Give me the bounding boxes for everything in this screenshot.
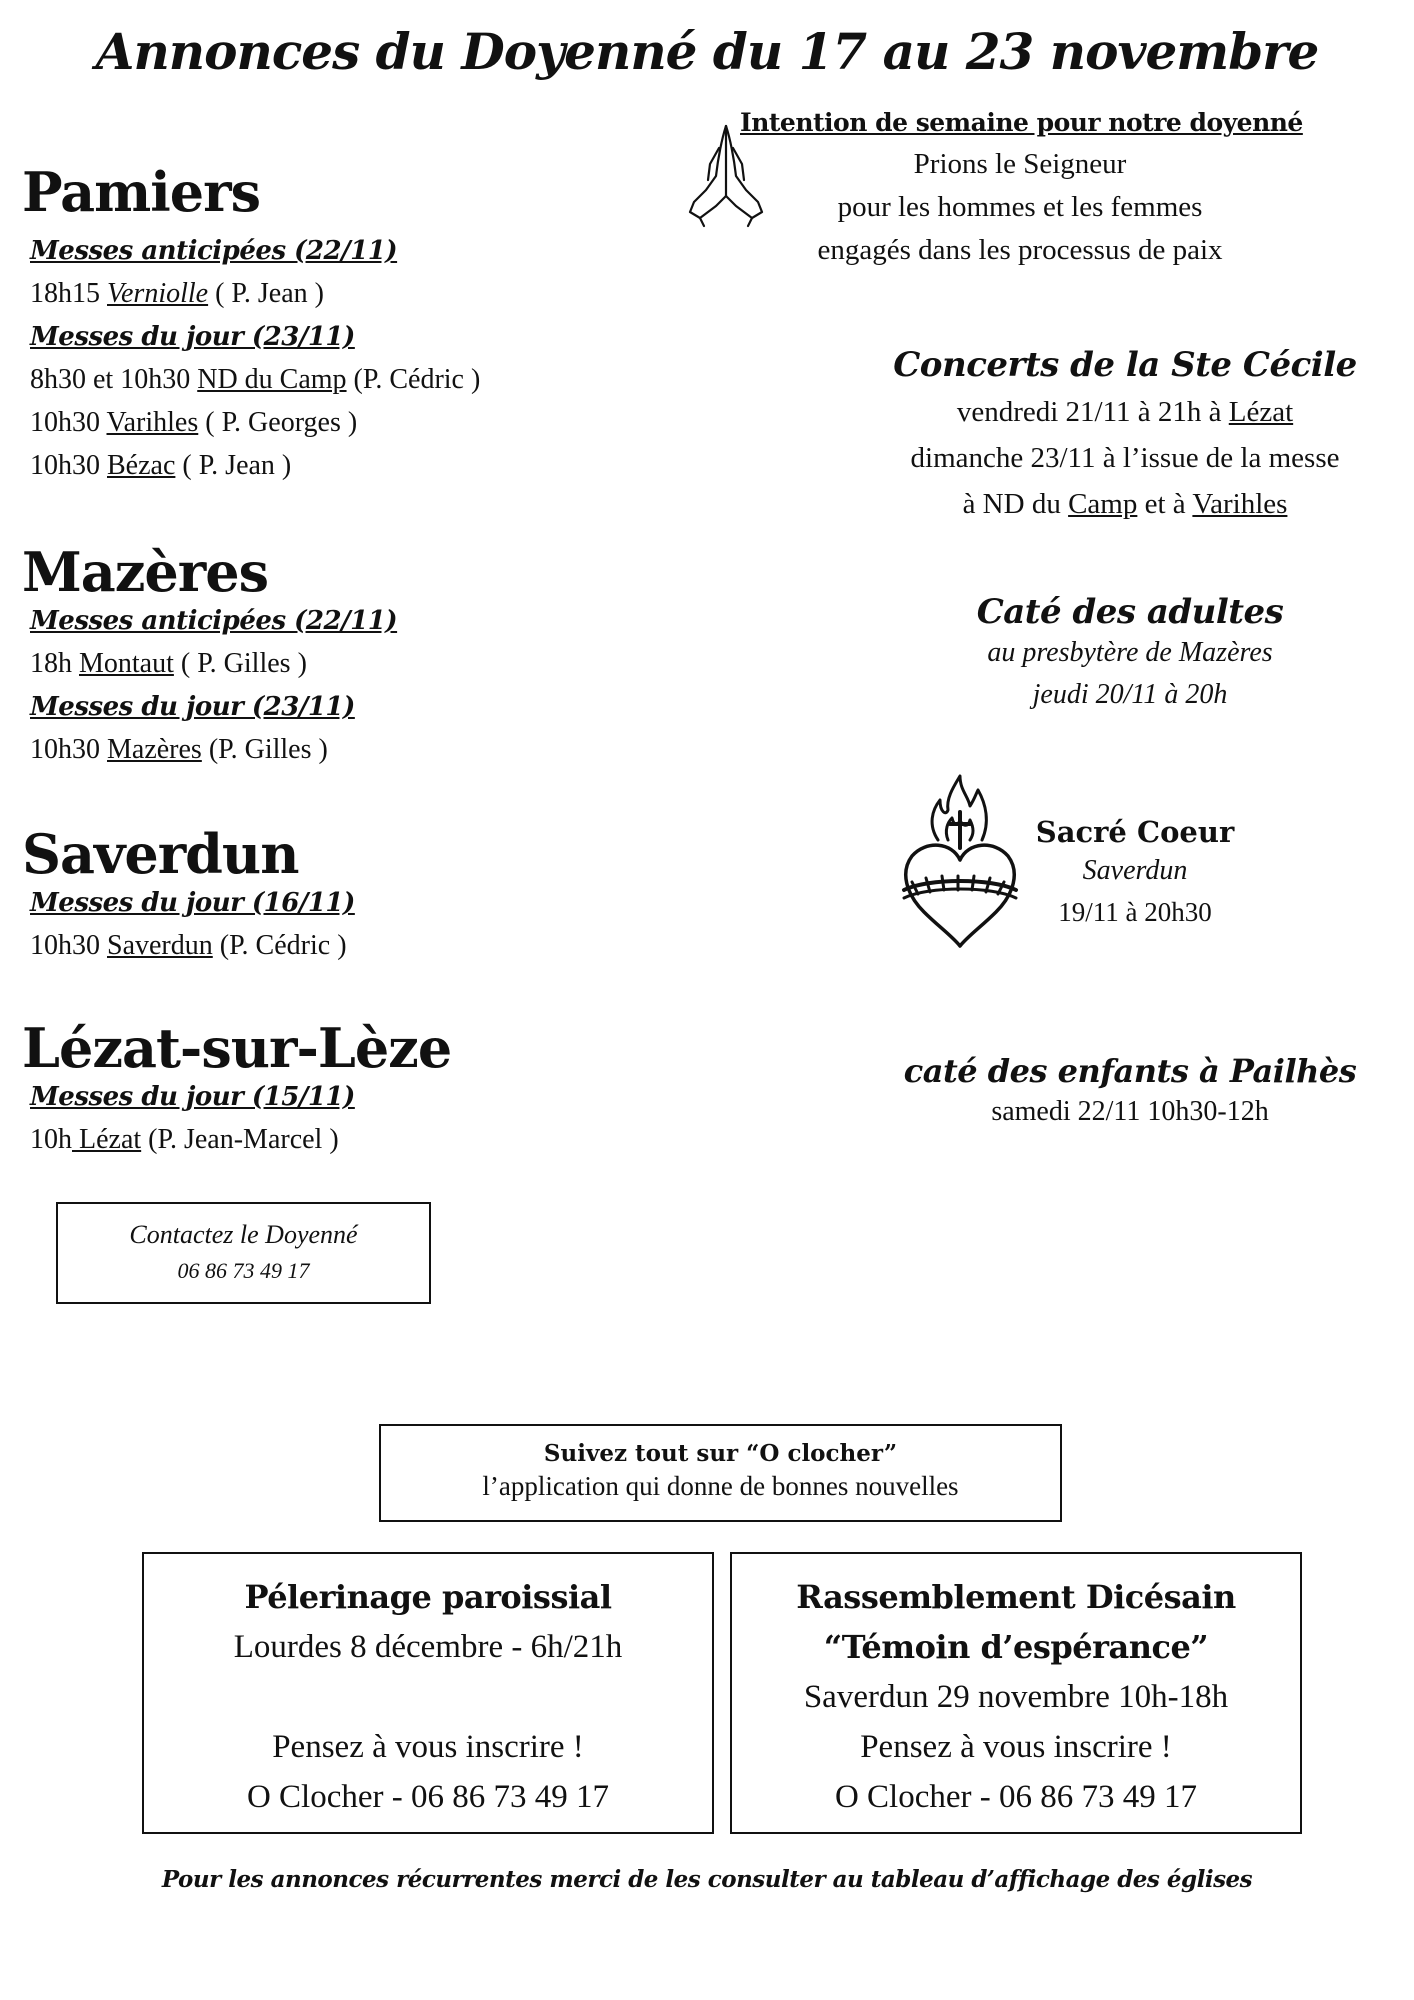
- mass-line: [30, 648, 307, 680]
- mass-line: [30, 278, 324, 310]
- mass-place: Bézac: [107, 450, 176, 481]
- mass-heading-anticipees: Messes anticipées (22/11): [30, 606, 398, 636]
- concerts-text: et à: [1137, 488, 1193, 520]
- mass-time: 8h30 et 10h30: [30, 364, 198, 395]
- rassemblement-line: Pensez à vous inscrire !: [860, 1729, 1172, 1765]
- mass-time: 18h: [30, 648, 79, 679]
- mass-place: ND du Camp: [197, 364, 347, 395]
- mass-priest: (P. Cédric ): [212, 930, 347, 961]
- mass-time: 10h30: [30, 930, 107, 961]
- mass-heading-jour: Messes du jour (15/11): [30, 1082, 355, 1112]
- contact-label: Contactez le Doyenné: [129, 1220, 358, 1249]
- concerts-line: dimanche 23/11 à l’issue de la messe: [910, 442, 1340, 474]
- rassemblement-box: [730, 1552, 1302, 1834]
- mass-priest: (P. Jean-Marcel ): [141, 1124, 339, 1155]
- parish-title-mazeres: Mazères: [22, 540, 268, 604]
- concerts-line: [835, 481, 1414, 527]
- cate-adultes-heading: Caté des adultes: [976, 592, 1284, 632]
- contact-phone[interactable]: 06 86 73 49 17: [177, 1258, 310, 1283]
- mass-line: [30, 1124, 339, 1156]
- mass-line: [30, 450, 291, 482]
- contact-box: [56, 1202, 431, 1304]
- concerts-line: [835, 389, 1414, 435]
- pelerinage-line: O Clocher - 06 86 73 49 17: [246, 1779, 610, 1815]
- concerts-text: à ND du: [962, 488, 1069, 520]
- rassemblement-subheading: “Témoin d’espérance”: [823, 1628, 1209, 1666]
- mass-line: [30, 734, 328, 766]
- mass-time: 18h15: [30, 278, 107, 309]
- mass-heading-jour: Messes du jour (23/11): [30, 322, 355, 352]
- mass-place: Verniolle: [107, 278, 209, 309]
- concerts-text: vendredi 21/11 à 21h à: [956, 396, 1229, 428]
- pelerinage-line: Lourdes 8 décembre - 6h/21h: [233, 1629, 623, 1665]
- rassemblement-heading: Rassemblement Dicésain: [796, 1578, 1236, 1616]
- mass-place: Mazères: [107, 734, 202, 765]
- sacre-coeur-block: [1035, 815, 1235, 931]
- mass-heading-anticipees: Messes anticipées (22/11): [30, 236, 398, 266]
- intention-line: pour les hommes et les femmes: [837, 191, 1203, 223]
- mass-priest: (P. Cédric ): [346, 364, 481, 395]
- intention-line: Prions le Seigneur: [913, 148, 1127, 180]
- footer-note: Pour les annonces récurrentes merci de les consulter au tableau d’affichage des églises: [161, 1866, 1253, 1893]
- parish-title-lezat: Lézat-sur-Lèze: [22, 1016, 452, 1080]
- mass-place: Varihles: [106, 407, 199, 438]
- mass-line: [30, 930, 347, 962]
- mass-priest: ( P. Georges ): [198, 407, 358, 438]
- sacre-coeur-heading: Sacré Coeur: [1035, 815, 1235, 849]
- concerts-heading: Concerts de la Ste Cécile: [893, 345, 1357, 385]
- mass-place: Lézat: [72, 1124, 142, 1155]
- rassemblement-line: Saverdun 29 novembre 10h-18h: [803, 1679, 1229, 1715]
- concerts-place: Varihles: [1192, 488, 1288, 520]
- sacred-heart-icon: [898, 770, 1023, 950]
- pelerinage-line: Pensez à vous inscrire !: [272, 1729, 584, 1765]
- mass-priest: ( P. Gilles ): [173, 648, 307, 679]
- concerts-place: Lézat: [1228, 396, 1294, 428]
- mass-time: 10h: [30, 1124, 72, 1155]
- mass-place: Saverdun: [107, 930, 213, 961]
- oclocher-sub: l’application qui donne de bonnes nouvelles: [482, 1471, 959, 1501]
- mass-heading-jour: Messes du jour (23/11): [30, 692, 355, 722]
- intention-block: [740, 108, 1303, 272]
- cate-adultes-block: [830, 592, 1414, 716]
- pelerinage-box: [142, 1552, 714, 1834]
- rassemblement-line: O Clocher - 06 86 73 49 17: [834, 1779, 1198, 1815]
- oclocher-heading: Suivez tout sur “O clocher”: [543, 1440, 898, 1467]
- mass-priest: ( P. Jean ): [175, 450, 292, 481]
- concerts-place: Camp: [1068, 488, 1138, 520]
- oclocher-box: [379, 1424, 1062, 1522]
- concerts-block: [835, 345, 1414, 527]
- cate-enfants-heading: caté des enfants à Pailhès: [903, 1052, 1357, 1090]
- sacre-coeur-place: Saverdun: [1082, 855, 1188, 886]
- pelerinage-heading: Pélerinage paroissial: [244, 1578, 612, 1616]
- parish-title-saverdun: Saverdun: [22, 822, 299, 886]
- cate-adultes-line: au presbytère de Mazères: [987, 637, 1273, 668]
- mass-time: 10h30: [30, 734, 107, 765]
- parish-title-pamiers: Pamiers: [22, 160, 261, 224]
- cate-enfants-when: samedi 22/11 10h30-12h: [991, 1096, 1269, 1127]
- mass-priest: (P. Gilles ): [201, 734, 328, 765]
- mass-time: 10h30: [30, 450, 107, 481]
- mass-place: Montaut: [79, 648, 174, 679]
- intention-line: engagés dans les processus de paix: [817, 234, 1223, 266]
- mass-heading-jour: Messes du jour (16/11): [30, 888, 355, 918]
- page-title: Annonces du Doyenné du 17 au 23 novembre: [95, 22, 1319, 81]
- cate-adultes-line: jeudi 20/11 à 20h: [1032, 679, 1228, 710]
- mass-priest: ( P. Jean ): [208, 278, 324, 309]
- mass-line: [30, 364, 480, 396]
- mass-line: [30, 407, 357, 439]
- cate-enfants-block: [850, 1052, 1410, 1134]
- mass-time: 10h30: [30, 407, 107, 438]
- sacre-coeur-when: 19/11 à 20h30: [1058, 897, 1212, 927]
- intention-heading: Intention de semaine pour notre doyenné: [740, 108, 1303, 137]
